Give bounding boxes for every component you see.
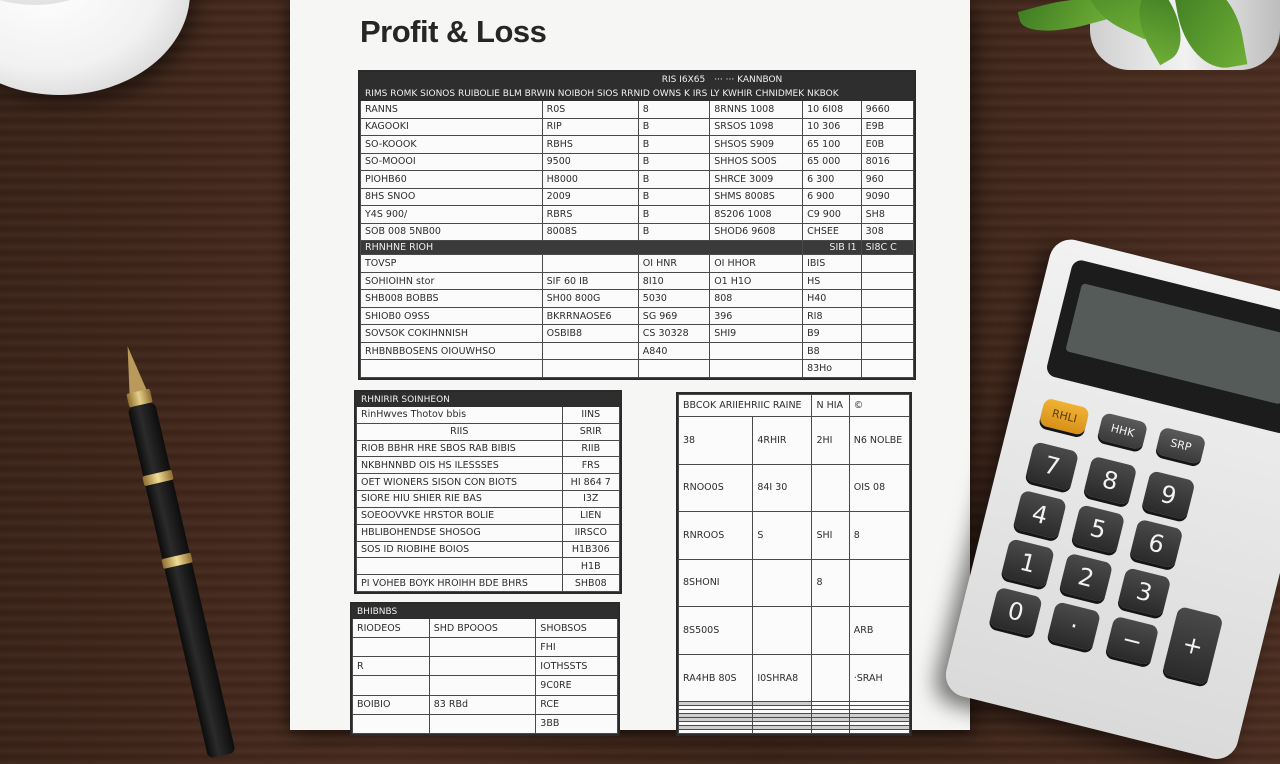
calculator: [941, 235, 1280, 764]
calc-key-9[interactable]: 9: [1141, 470, 1195, 520]
expense-summary-table: [354, 390, 622, 594]
coffee-saucer: [0, 0, 190, 95]
table-row: SOHIOIHN stor SIF 60 IB 8I10 O1 H1O HS: [361, 272, 914, 290]
table-row: PIOHB60 H8000 B SHRCE 3009 6 300 960: [361, 171, 914, 189]
calc-key-minus[interactable]: −: [1105, 616, 1159, 666]
calc-key-plus[interactable]: +: [1162, 606, 1224, 685]
table-header-cell: ©: [849, 395, 909, 417]
table-row: RANNS R0S 8 8RNNS 1008 10 6I08 9660: [361, 101, 914, 119]
balances-table: [350, 602, 620, 736]
calc-key-8[interactable]: 8: [1083, 456, 1137, 506]
table-row: 83Ho: [361, 360, 914, 378]
table-row: RIIS SRIR: [357, 423, 620, 440]
table-row: Y4S 900/ RBRS B 8S206 1008 C9 900 SH8: [361, 206, 914, 224]
table-row: SOVSOK COKIHNNISH OSBIB8 CS 30328 SHI9 B9: [361, 325, 914, 343]
table-header-cell: RIS I6X65: [361, 73, 710, 87]
table-header-cell: ··· ··· KANNBON: [710, 73, 914, 87]
table-row: 3BB: [353, 714, 618, 733]
calc-key-function[interactable]: SRP: [1155, 427, 1206, 465]
table-header-cell: BHIBNBS: [353, 605, 618, 619]
table-row: SIORE HIU SHIER RIE BAS I3Z: [357, 491, 620, 508]
table-row: 8S500S ARB: [679, 607, 910, 655]
table-row: 38 4RHIR 2HI N6 NOLBE: [679, 417, 910, 465]
table-row: SOS ID RIOBIHE BOIOS H1B306: [357, 541, 620, 558]
calc-key-5[interactable]: 5: [1071, 504, 1125, 554]
calc-key-decimal[interactable]: ·: [1047, 601, 1101, 651]
table-row: TOVSP OI HNR OI HHOR IBIS: [361, 255, 914, 273]
table-row: [679, 729, 910, 733]
calc-key-function[interactable]: HHK: [1097, 412, 1148, 450]
table-row: RinHwves Thotov bbis IINS: [357, 407, 620, 424]
table-row: SO-MOOOI 9500 B SHHOS SO0S 65 000 8016: [361, 153, 914, 171]
calc-key-0[interactable]: 0: [989, 587, 1043, 637]
calc-key-2[interactable]: 2: [1059, 553, 1113, 603]
table-header-cell: BBCOK ARIIEHRIIC RAINE: [679, 395, 812, 417]
table-row: RHBNBBOSENS OIOUWHSO A840 B8: [361, 342, 914, 360]
fountain-pen: [112, 341, 241, 740]
section-header: SIB I1: [803, 241, 862, 255]
table-row: RA4HB 80S I0SHRA8 ·SRAH: [679, 654, 910, 702]
table-row: RIODEOS SHD BPOOOS SHOBSOS: [353, 619, 618, 638]
main-financial-table: [358, 70, 916, 380]
table-row: 9C0RE: [353, 676, 618, 695]
potted-plant: [1020, 0, 1280, 100]
table-row: H1B: [357, 558, 620, 575]
table-row: 8SHONI 8: [679, 559, 910, 607]
pen-nib: [119, 344, 147, 395]
table-row: RIOB BBHR HRE SBOS RAB BIBIS RIIB: [357, 440, 620, 457]
calc-key-4[interactable]: 4: [1013, 490, 1067, 540]
table-row: BOIBIO 83 RBd RCE: [353, 695, 618, 714]
table-header-cell: RHNIRIR SOINHEON: [357, 393, 620, 407]
calc-key-7[interactable]: 7: [1025, 441, 1079, 491]
table-row: SO-KOOOK RBHS B SHSOS S909 65 100 E0B: [361, 136, 914, 154]
table-row: KAGOOKI RIP B SRSOS 1098 10 306 E9B: [361, 118, 914, 136]
table-row: NKBHNNBD OIS HS ILESSSES FRS: [357, 457, 620, 474]
profit-loss-document: [290, 0, 970, 730]
table-row: FHI: [353, 638, 618, 657]
table-row: SHIOB0 O9SS BKRRNAOSE6 SG 969 396 RI8: [361, 307, 914, 325]
calc-key-6[interactable]: 6: [1129, 519, 1183, 569]
table-row: SHB008 BOBBS SH00 800G 5030 808 H40: [361, 290, 914, 308]
calculator-display: [1065, 283, 1280, 405]
pen-body: [127, 402, 235, 759]
document-title: Profit & Loss: [360, 14, 547, 49]
table-row: 8HS SNOO 2009 B SHMS 8008S 6 900 9090: [361, 188, 914, 206]
table-row: R IOTHSSTS: [353, 657, 618, 676]
table-row: SOB 008 5NB00 8008S B SHOD6 9608 CHSEE 308: [361, 223, 914, 241]
calc-key-3[interactable]: 3: [1117, 567, 1171, 617]
section-header: SI8C C: [861, 241, 913, 255]
table-row: RNROOS S SHI 8: [679, 512, 910, 560]
column-header: RIMS ROMK SIONOS RUIBOLIE BLM BRWIN NOIBOH SIOS RRNID OWNS K IRS LY KWHIR CHNIDMEK NKBOK: [361, 87, 914, 101]
table-header-cell: N HIA: [812, 395, 849, 417]
calc-key-function[interactable]: RHLI: [1039, 398, 1090, 436]
table-row: HBLIBOHENDSE SHOSOG IIRSCO: [357, 524, 620, 541]
calc-key-1[interactable]: 1: [1001, 538, 1055, 588]
table-row: OET WIONERS SISON CON BIOTS HI 864 7: [357, 474, 620, 491]
ratio-table: [676, 392, 912, 736]
table-row: SOEOOVVKE HRSTOR BOLIE LIEN: [357, 507, 620, 524]
section-header: RHNHNE RIOH: [361, 241, 803, 255]
table-row: RNOO0S 84I 30 OIS 08: [679, 464, 910, 512]
table-row: PI VOHEB BOYK HROIHH BDE BHRS SHB08: [357, 575, 620, 592]
